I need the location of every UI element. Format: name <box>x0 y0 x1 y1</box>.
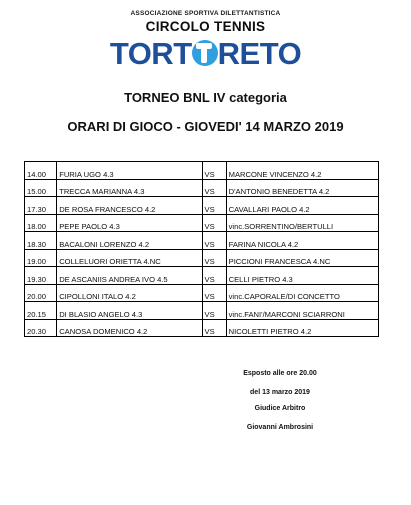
home-player: CANOSA DOMENICO 4.2 <box>57 319 202 337</box>
schedule-title: ORARI DI GIOCO - GIOVEDI' 14 MARZO 2019 <box>67 119 344 134</box>
match-time: 18.30 <box>25 232 57 250</box>
match-time: 19.00 <box>25 249 57 267</box>
away-player: PICCIONI FRANCESCA 4.NC <box>226 249 378 267</box>
vs-label: VS <box>202 319 226 337</box>
vs-label: VS <box>202 232 226 250</box>
home-player: PEPE PAOLO 4.3 <box>57 214 202 232</box>
home-player: TRECCA MARIANNA 4.3 <box>57 179 202 197</box>
association-label: ASSOCIAZIONE SPORTIVA DILETTANTISTICA <box>130 10 281 17</box>
home-player: BACALONI LORENZO 4.2 <box>57 232 202 250</box>
vs-label: VS <box>202 179 226 197</box>
tournament-title: TORNEO BNL IV categoria <box>124 90 287 105</box>
table-row <box>25 197 379 215</box>
posted-date: del 13 marzo 2019 <box>250 389 310 396</box>
table-row <box>25 214 379 232</box>
brand-text-left: TORT <box>109 36 192 71</box>
schedule-table <box>24 161 379 337</box>
match-time: 20.00 <box>25 284 57 302</box>
match-time: 20.30 <box>25 319 57 337</box>
away-player: MARCONE VINCENZO 4.2 <box>226 162 378 180</box>
vs-label: VS <box>202 267 226 285</box>
tennis-ball-icon <box>192 40 218 66</box>
away-player: CAVALLARI PAOLO 4.2 <box>226 197 378 215</box>
home-player: FURIA UGO 4.3 <box>57 162 202 180</box>
table-row <box>25 302 379 320</box>
vs-label: VS <box>202 249 226 267</box>
match-time: 14.00 <box>25 162 57 180</box>
away-player: vinc.FANI'/MARCONI SCIARRONI <box>226 302 378 320</box>
home-player: DE ROSA FRANCESCO 4.2 <box>57 197 202 215</box>
vs-label: VS <box>202 214 226 232</box>
table-row <box>25 232 379 250</box>
home-player: DE ASCANIIS ANDREA IVO 4.5 <box>57 267 202 285</box>
club-name: CIRCOLO TENNIS <box>145 19 266 34</box>
away-player: NICOLETTI PIETRO 4.2 <box>226 319 378 337</box>
table-row <box>25 267 379 285</box>
match-time: 18.00 <box>25 214 57 232</box>
vs-label: VS <box>202 197 226 215</box>
match-time: 20.15 <box>25 302 57 320</box>
away-player: FARINA NICOLA 4.2 <box>226 232 378 250</box>
home-player: COLLELUORI ORIETTA 4.NC <box>57 249 202 267</box>
home-player: CIPOLLONI ITALO 4.2 <box>57 284 202 302</box>
table-row <box>25 249 379 267</box>
vs-label: VS <box>202 302 226 320</box>
posted-time: Esposto alle ore 20.00 <box>243 370 317 377</box>
table-row <box>25 319 379 337</box>
match-time: 17.30 <box>25 197 57 215</box>
away-player: D'ANTONIO BENEDETTA 4.2 <box>226 179 378 197</box>
away-player: vinc.SORRENTINO/BERTULLI <box>226 214 378 232</box>
table-row <box>25 284 379 302</box>
match-time: 19.30 <box>25 267 57 285</box>
vs-label: VS <box>202 284 226 302</box>
away-player: vinc.CAPORALE/DI CONCETTO <box>226 284 378 302</box>
table-row <box>25 162 379 180</box>
referee-name: Giovanni Ambrosini <box>246 424 314 431</box>
referee-role: Giudice Arbitro <box>254 405 306 412</box>
brand-text-right: RETO <box>217 36 302 71</box>
brand-logo <box>0 36 411 72</box>
match-time: 15.00 <box>25 179 57 197</box>
home-player: DI BLASIO ANGELO 4.3 <box>57 302 202 320</box>
away-player: CELLI PIETRO 4.3 <box>226 267 378 285</box>
vs-label: VS <box>202 162 226 180</box>
table-row <box>25 179 379 197</box>
